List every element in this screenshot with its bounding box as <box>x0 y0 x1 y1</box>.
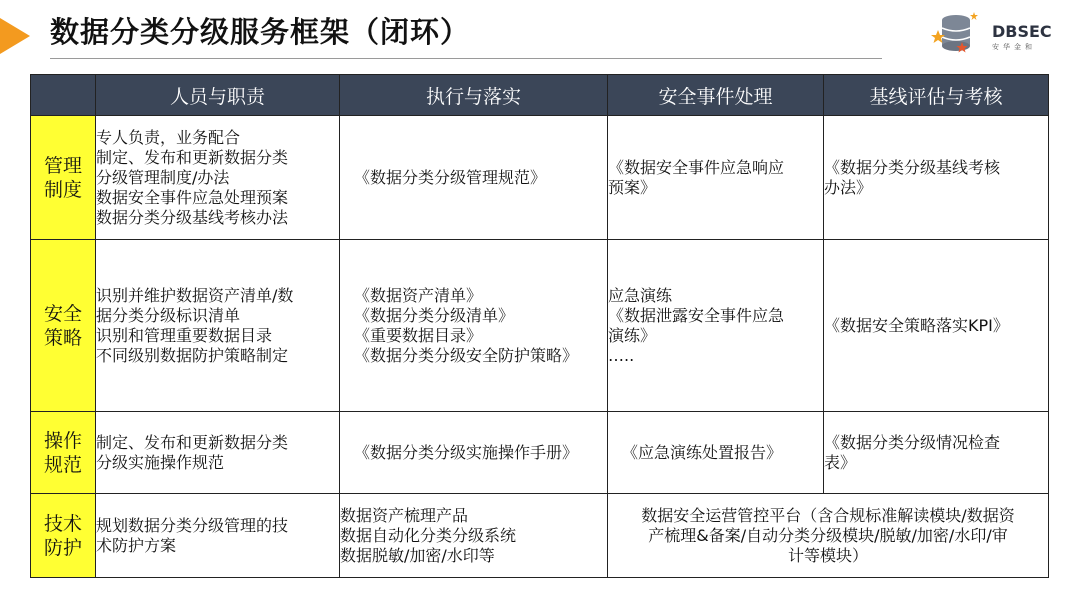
table-row <box>31 116 1049 240</box>
cell-platform-merged: 数据安全运营管控平台（含合规标准解读模块/数据资 产梳理&备案/自动分类分级模块/脱敏/加密/水印/审 计等模块） <box>608 494 1049 578</box>
cell-incident: 《应急演练处置报告》 <box>608 412 824 494</box>
cell-baseline: 《数据安全策略落实KPI》 <box>824 240 1049 412</box>
cell-duty: 规划数据分类分级管理的技 术防护方案 <box>96 494 340 578</box>
dbsec-logo <box>930 10 1060 60</box>
cell-incident: 应急演练 《数据泄露安全事件应急 演练》 ….. <box>608 240 824 412</box>
cell-execution: 数据资产梳理产品 数据自动化分类分级系统 数据脱敏/加密/水印等 <box>340 494 608 578</box>
header-incident: 安全事件处理 <box>608 75 824 116</box>
table-row <box>31 494 1049 578</box>
cell-duty: 制定、发布和更新数据分类 分级实施操作规范 <box>96 412 340 494</box>
page-title: 数据分类分级服务框架（闭环） <box>50 15 471 49</box>
row-head-operation: 操作 规范 <box>31 412 96 494</box>
title-divider <box>50 58 882 59</box>
row-head-management: 管理 制度 <box>31 116 96 240</box>
logo-text: DBSEC <box>992 22 1052 41</box>
header-corner <box>31 75 96 116</box>
header-baseline: 基线评估与考核 <box>824 75 1049 116</box>
table-row <box>31 240 1049 412</box>
cell-duty: 识别并维护数据资产清单/数 据分类分级标识清单 识别和管理重要数据目录 不同级别数据防护策略制定 <box>96 240 340 412</box>
framework-table <box>30 74 1049 578</box>
header-execution: 执行与落实 <box>340 75 608 116</box>
cell-execution: 《数据分类分级实施操作手册》 <box>340 412 608 494</box>
cell-baseline: 《数据分类分级基线考核 办法》 <box>824 116 1049 240</box>
table-header-row <box>31 75 1049 116</box>
cell-baseline: 《数据分类分级情况检查 表》 <box>824 412 1049 494</box>
row-head-technical: 技术 防护 <box>31 494 96 578</box>
cell-duty: 专人负责，业务配合 制定、发布和更新数据分类 分级管理制度/办法 数据安全事件应急处理预案 数据分类分级基线考核办法 <box>96 116 340 240</box>
cell-execution: 《数据分类分级管理规范》 <box>340 116 608 240</box>
table-row <box>31 412 1049 494</box>
cell-incident: 《数据安全事件应急响应 预案》 <box>608 116 824 240</box>
row-head-strategy: 安全 策略 <box>31 240 96 412</box>
title-accent-arrow <box>0 18 30 54</box>
header-duty: 人员与职责 <box>96 75 340 116</box>
cell-execution: 《数据资产清单》 《数据分类分级清单》 《重要数据目录》 《数据分类分级安全防护策略》 <box>340 240 608 412</box>
logo-subtext: 安华金和 <box>992 43 1036 51</box>
database-stars-icon <box>930 10 990 60</box>
